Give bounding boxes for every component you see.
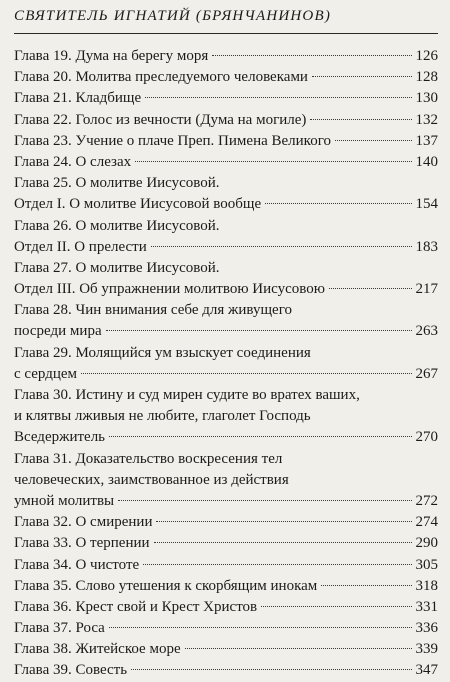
toc-page-number: 154 [415, 196, 438, 213]
toc-page-number: 137 [415, 132, 438, 149]
toc-entry-text: Глава 19. Дума на берегу моря [14, 48, 209, 64]
dot-leader [261, 605, 411, 607]
dot-leader [81, 372, 411, 374]
dot-leader [310, 118, 411, 120]
toc-entry-text: умной молитвы [14, 492, 115, 509]
toc-line [14, 88, 438, 109]
toc-entry-text: Отдел III. Об упражнении молитвою Иисусовою [14, 281, 325, 298]
toc-page-number: 339 [415, 641, 438, 658]
table-of-contents [14, 46, 438, 682]
toc-line [14, 173, 438, 194]
toc-page-number: 347 [415, 662, 438, 679]
toc-line [14, 321, 438, 342]
toc-line [14, 639, 438, 660]
toc-entry-text: посреди мира [14, 323, 102, 340]
dot-leader [265, 202, 411, 204]
toc-entry-text: Глава 27. О молитве Иисусовой. [14, 259, 220, 276]
toc-entry-text: Глава 29. Молящийся ум взыскует соединения [14, 344, 311, 361]
dot-leader [143, 563, 411, 565]
toc-entry-text: Глава 35. Слово утешения к скорбящим инокам [14, 577, 318, 594]
toc-entry-text: Вседержитель [14, 429, 106, 446]
dot-leader [135, 160, 411, 162]
toc-entry-text: Глава 37. Роса [14, 620, 105, 637]
toc-line [14, 364, 438, 385]
toc-entry-text: Глава 30. Истину и суд мирен судите во вратех ваших, [14, 387, 360, 403]
toc-line [14, 258, 438, 279]
toc-page-number: 267 [415, 365, 438, 382]
toc-entry-text: Глава 21. Кладбище [14, 90, 142, 107]
toc-page-number: 217 [415, 281, 438, 298]
toc-page-number: 132 [415, 111, 438, 128]
header-rule [14, 33, 438, 34]
toc-line [14, 512, 438, 533]
toc-line [14, 470, 438, 491]
toc-page-number: 140 [415, 153, 438, 170]
dot-leader [312, 75, 412, 77]
toc-page-number: 263 [415, 323, 438, 340]
dot-leader [118, 499, 411, 501]
toc-entry-text: Глава 36. Крест свой и Крест Христов [14, 598, 258, 615]
dot-leader [154, 541, 412, 543]
toc-line [14, 406, 438, 427]
dot-leader [329, 287, 412, 289]
toc-entry-text: Отдел I. О молитве Иисусовой вообще [14, 196, 262, 213]
dot-leader [321, 584, 411, 586]
toc-entry-text: Глава 24. О слезах [14, 153, 132, 170]
toc-line [14, 618, 438, 639]
dot-leader [109, 626, 412, 628]
toc-entry-text: человеческих, заимствованное из действия [14, 471, 289, 488]
toc-page-number: 128 [415, 69, 438, 86]
toc-entry-text: Глава 28. Чин внимания себе для живущего [14, 302, 292, 319]
dot-leader [109, 435, 411, 437]
toc-line [14, 110, 438, 131]
toc-page-number: 130 [415, 90, 438, 107]
toc-entry-text: и клятвы лживыя не любите, глаголет Господь [14, 408, 311, 425]
dot-leader [131, 668, 411, 670]
toc-line [14, 427, 438, 448]
dot-leader [156, 520, 411, 522]
toc-entry-text: Глава 22. Голос из вечности (Дума на могиле) [14, 111, 307, 128]
toc-page-number: 183 [415, 238, 438, 255]
dot-leader [185, 647, 412, 649]
toc-line [14, 576, 438, 597]
dot-leader [106, 329, 412, 331]
dot-leader [151, 245, 412, 247]
toc-line [14, 152, 438, 173]
toc-entry-text: Глава 34. О чистоте [14, 556, 140, 573]
dot-leader [145, 96, 411, 98]
dot-leader [335, 139, 412, 141]
toc-line [14, 300, 438, 321]
toc-line [14, 343, 438, 364]
toc-page-number: 126 [415, 48, 438, 64]
toc-line [14, 216, 438, 237]
toc-page-number: 274 [415, 514, 438, 531]
toc-page-number: 305 [415, 556, 438, 573]
toc-entry-text: Глава 38. Житейское море [14, 641, 181, 658]
toc-line [14, 491, 438, 512]
toc-entry-text: Отдел II. О прелести [14, 238, 147, 255]
toc-line [14, 597, 438, 618]
toc-line [14, 385, 438, 406]
toc-page-number: 290 [415, 535, 438, 552]
toc-page-number: 331 [415, 598, 438, 615]
toc-page-number: 318 [415, 577, 438, 594]
toc-entry-text: Глава 39. Совесть [14, 662, 128, 679]
toc-page-number: 272 [415, 492, 438, 509]
toc-entry-text: Глава 31. Доказательство воскресения тел [14, 450, 283, 467]
toc-line [14, 279, 438, 300]
toc-line [14, 131, 438, 152]
toc-line [14, 449, 438, 470]
toc-entry-text: Глава 32. О смирении [14, 514, 153, 531]
toc-entry-text: Глава 25. О молитве Иисусовой. [14, 175, 220, 192]
toc-line [14, 67, 438, 88]
toc-line [14, 533, 438, 554]
toc-entry-text: Глава 26. О молитве Иисусовой. [14, 217, 220, 234]
toc-entry-text: с сердцем [14, 365, 78, 382]
toc-line [14, 660, 438, 681]
toc-page-number: 270 [415, 429, 438, 446]
toc-entry-text: Глава 20. Молитва преследуемого человеками [14, 69, 308, 86]
toc-entry-text: Глава 33. О терпении [14, 535, 150, 552]
toc-line [14, 46, 438, 67]
running-head: СВЯТИТЕЛЬ ИГНАТИЙ (БРЯНЧАНИНОВ) [14, 8, 332, 24]
toc-entry-text: Глава 23. Учение о плаче Преп. Пимена Великого [14, 132, 331, 149]
toc-line [14, 555, 438, 576]
toc-line [14, 194, 438, 215]
dot-leader [212, 54, 411, 56]
toc-line [14, 237, 438, 258]
toc-page-number: 336 [415, 620, 438, 637]
